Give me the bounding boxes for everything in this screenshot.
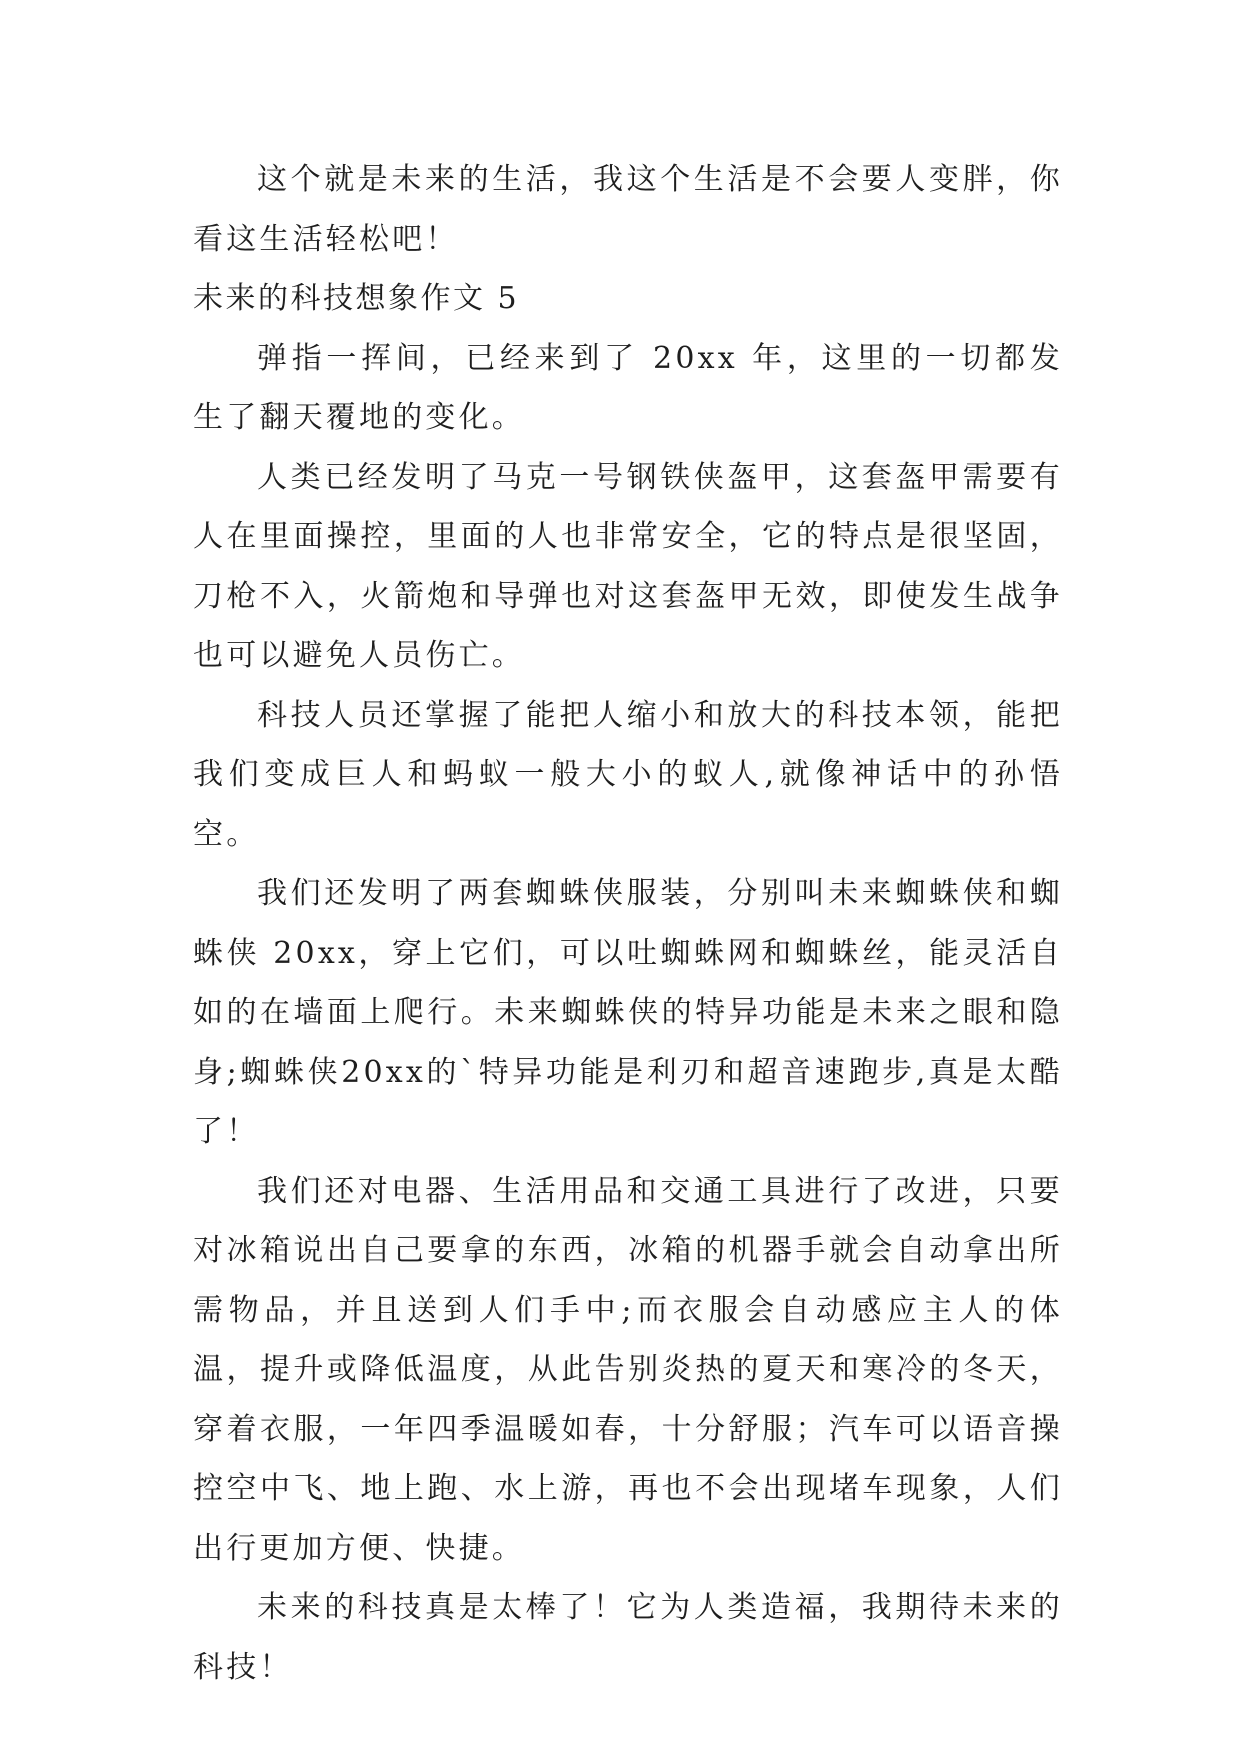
paragraph-iron-armor: 人类已经发明了马克一号钢铁侠盔甲，这套盔甲需要有人在里面操控，里面的人也非常安全，它的特点是很坚固，刀枪不入，火箭炮和导弹也对这套盔甲无效，即使发生战争也可以避免人员伤亡。 bbox=[193, 459, 1063, 673]
paragraph-conclusion: 未来的科技真是太棒了！它为人类造福，我期待未来的科技！ bbox=[193, 1590, 1063, 1685]
paragraph-spider-suits: 我们还发明了两套蜘蛛侠服装，分别叫未来蜘蛛侠和蜘蛛侠 20xx，穿上它们，可以吐蜘蛛网和蜘蛛丝，能灵活自如的在墙面上爬行。未来蜘蛛侠的特异功能是未来之眼和隐身;蜘蛛侠20xx的`特异功能是利刃和超音速跑步,真是太酷了！ bbox=[193, 876, 1063, 1149]
paragraph-improvements: 我们还对电器、生活用品和交通工具进行了改进，只要对冰箱说出自己要拿的东西，冰箱的机器手就会自动拿出所需物品，并且送到人们手中;而衣服会自动感应主人的体温，提升或降低温度，从此告别炎热的夏天和寒冷的冬天，穿着衣服，一年四季温暖如春，十分舒服；汽车可以语音操控空中飞、地上跑、水上游，再也不会出现堵车现象，人们出行更加方便、快捷。 bbox=[193, 1173, 1063, 1566]
paragraph-intro: 弹指一挥间，已经来到了 20xx 年，这里的一切都发生了翻天覆地的变化。 bbox=[193, 340, 1063, 435]
paragraph-resize-tech: 科技人员还掌握了能把人缩小和放大的科技本领，能把我们变成巨人和蚂蚁一般大小的蚁人,就像神话中的孙悟空。 bbox=[193, 697, 1063, 852]
document-body bbox=[193, 150, 1063, 1697]
paragraph-future-life: 这个就是未来的生活，我这个生活是不会要人变胖，你看这生活轻松吧！ bbox=[193, 162, 1063, 257]
section-heading: 未来的科技想象作文 5 bbox=[193, 281, 520, 316]
